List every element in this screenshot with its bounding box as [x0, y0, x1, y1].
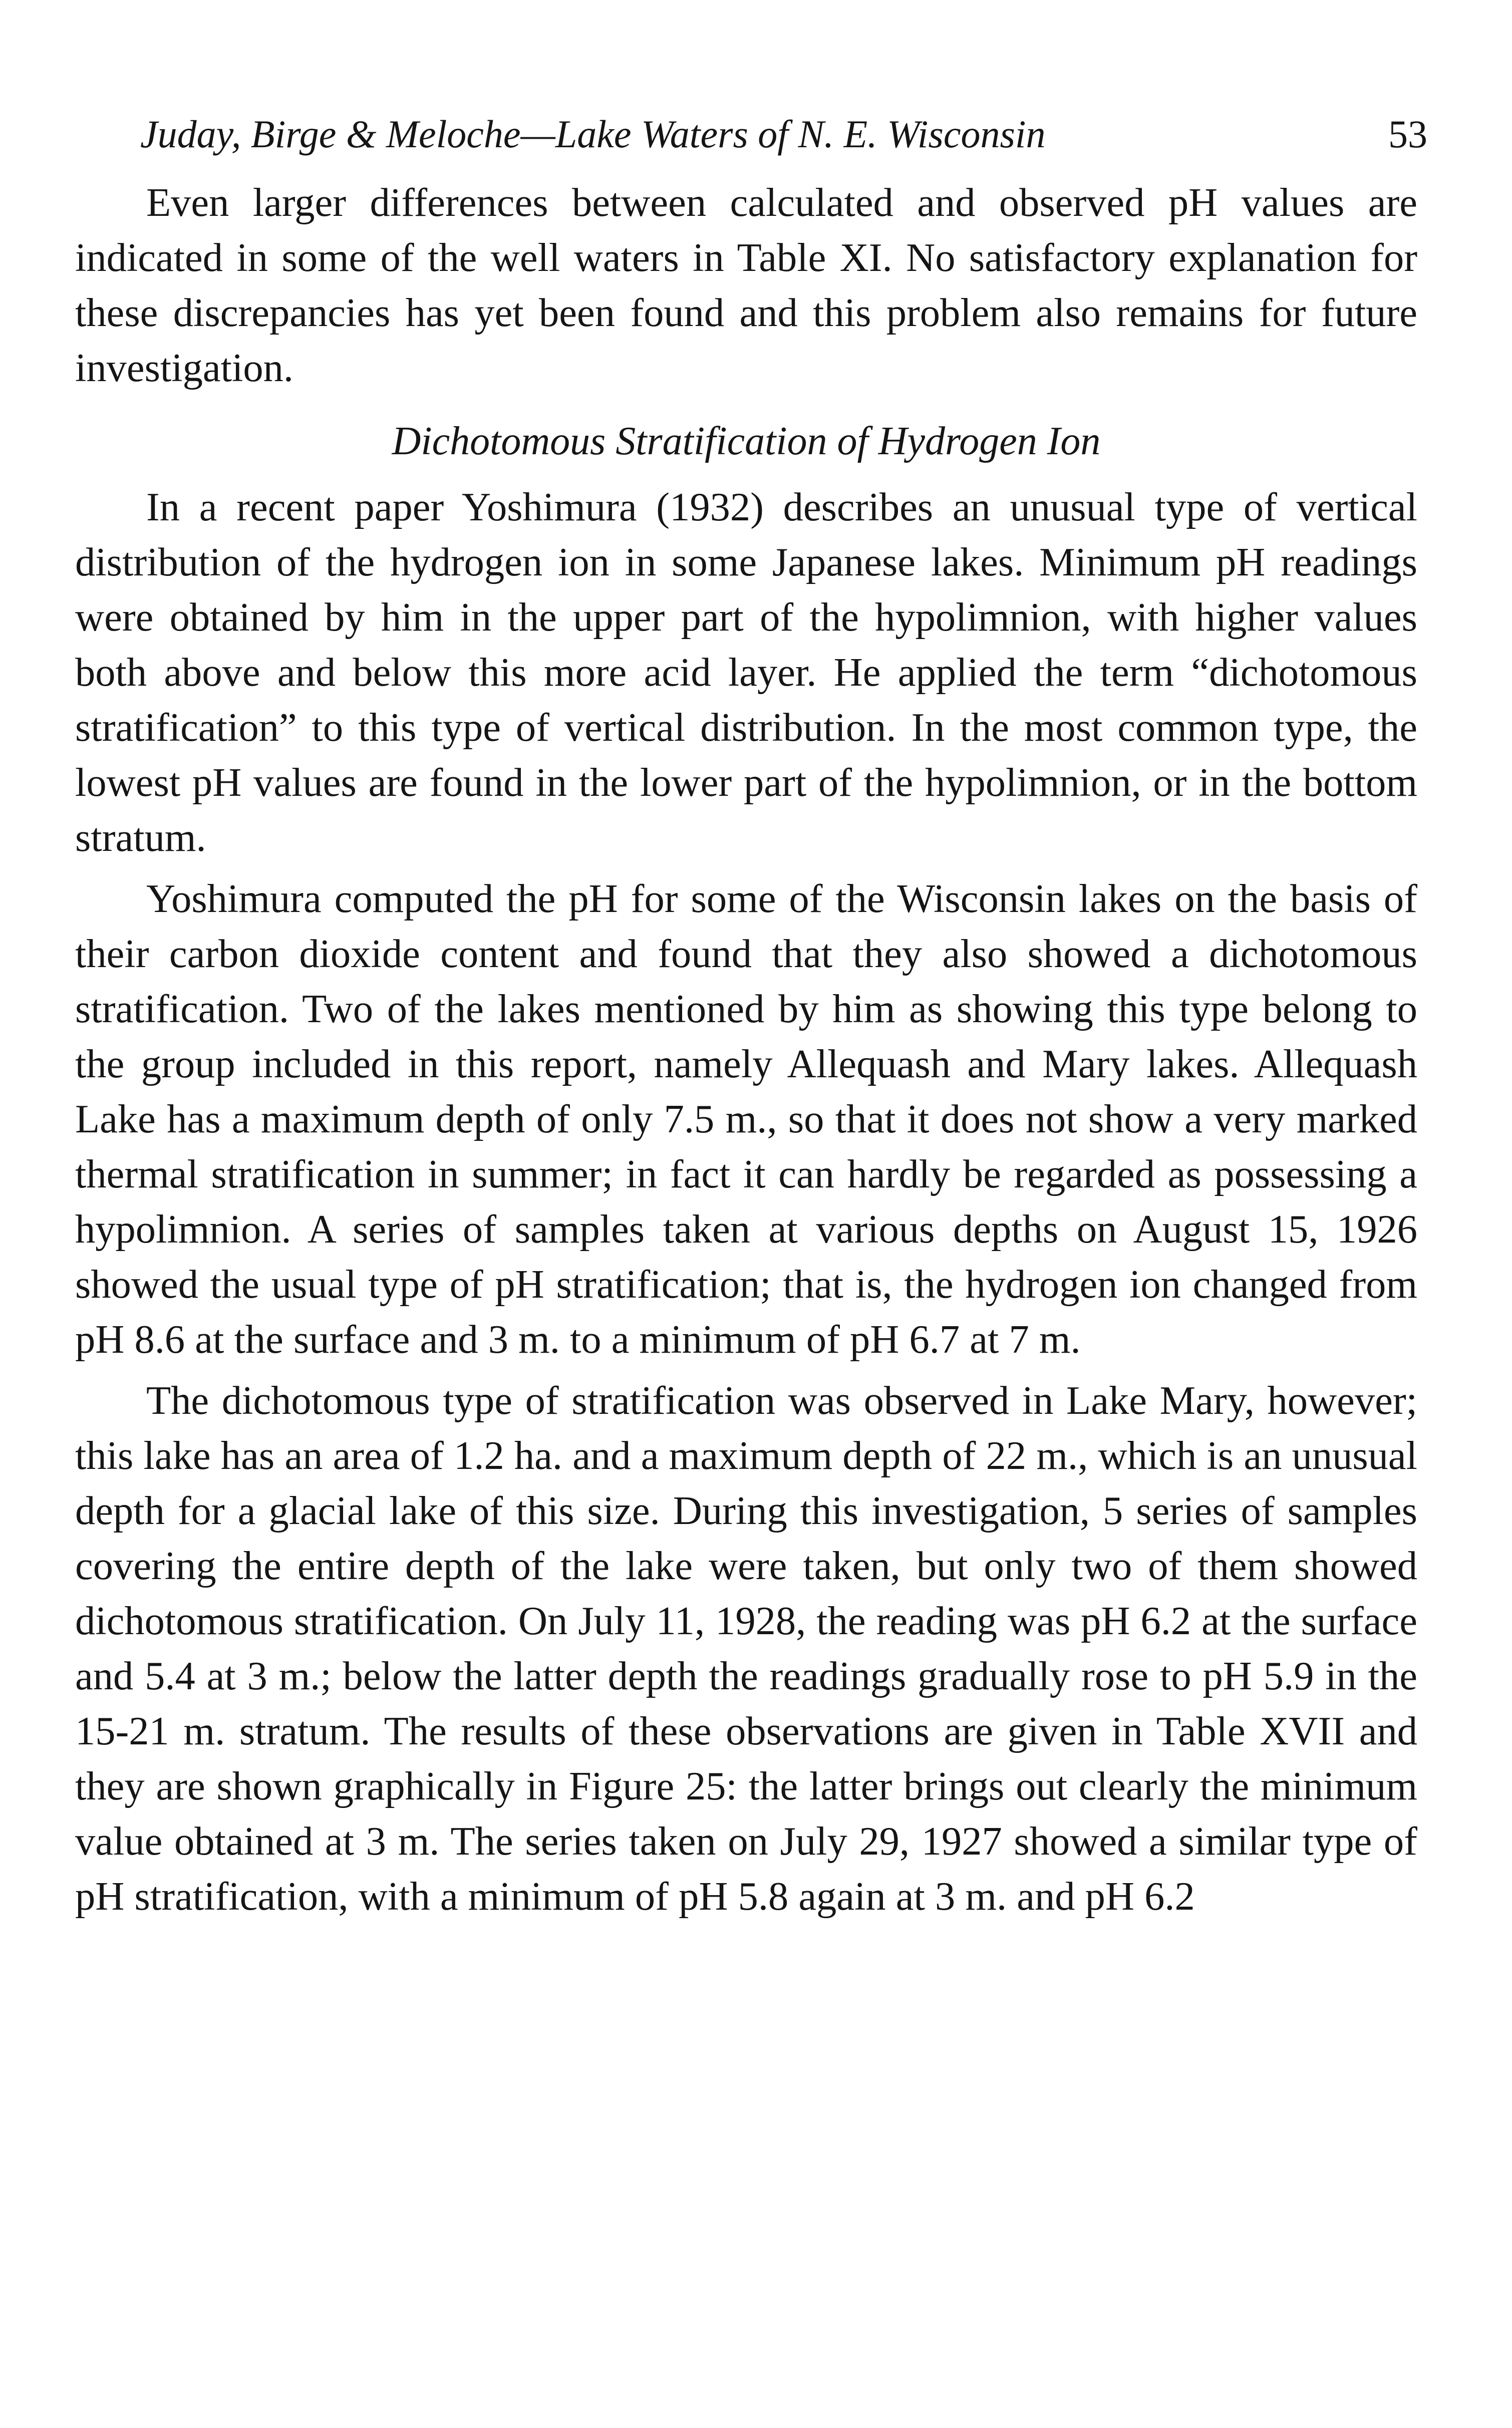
body-text — [75, 175, 1417, 1924]
running-header — [75, 100, 1427, 175]
document-page — [75, 100, 1427, 1924]
section-heading: Dichotomous Stratification of Hydrogen Ion — [392, 419, 1101, 463]
page-number: 53 — [1388, 112, 1427, 156]
paragraph-lake-mary: The dichotomous type of stratification was observed in Lake Mary, however; this lake has an area of 1.2 ha. and a maximum depth of 22 m., which is an unusual depth for a glacial lake of this size. During this investigation, 5 series of samples covering the entire depth of the lake were taken, but only two of them showed dichotomous stratification. On July 11, 1928, the reading was pH 6.2 at the surface and 5.4 at 3 m.; below the latter depth the readings gradually rose to pH 5.9 in the 15-21 m. stratum. The results of these observations are given in Table XVII and they are shown graphically in Figure 25: the latter brings out clearly the minimum value obtained at 3 m. The series taken on July 29, 1927 showed a similar type of pH stratification, with a minimum of pH 5.8 again at 3 m. and pH 6.2 — [75, 1378, 1417, 1919]
running-title: Juday, Birge & Meloche—Lake Waters of N. E. Wisconsin — [140, 112, 1046, 156]
paragraph-yoshimura-paper: In a recent paper Yoshimura (1932) describes an unusual type of vertical distribution of the hydrogen ion in some Japanese lakes. Minimum pH readings were obtained by him in the upper part of the hypolimnion, with higher values both above and below this more acid layer. He applied the term “dichotomous stratification” to this type of vertical distribution. In the most common type, the lowest pH values are found in the lower part of the hypolimnion, or in the bottom stratum. — [75, 485, 1417, 860]
paragraph-intro: Even larger differences between calculated and observed pH values are indicated in some of the well waters in Table XI. No satisfactory explanation for these discrepancies has yet been found and this problem also remains for future investigation. — [75, 180, 1417, 390]
paragraph-wisconsin-lakes: Yoshimura computed the pH for some of the Wisconsin lakes on the basis of their carbon dioxide content and found that they also showed a dichotomous stratification. Two of the lakes mentioned by him as showing this type belong to the group included in this report, namely Allequash and Mary lakes. Allequash Lake has a maximum depth of only 7.5 m., so that it does not show a very marked thermal stratification in summer; in fact it can hardly be regarded as possessing a hypolimnion. A series of samples taken at various depths on August 15, 1926 showed the usual type of pH stratification; that is, the hydrogen ion changed from pH 8.6 at the surface and 3 m. to a minimum of pH 6.7 at 7 m. — [75, 876, 1417, 1362]
